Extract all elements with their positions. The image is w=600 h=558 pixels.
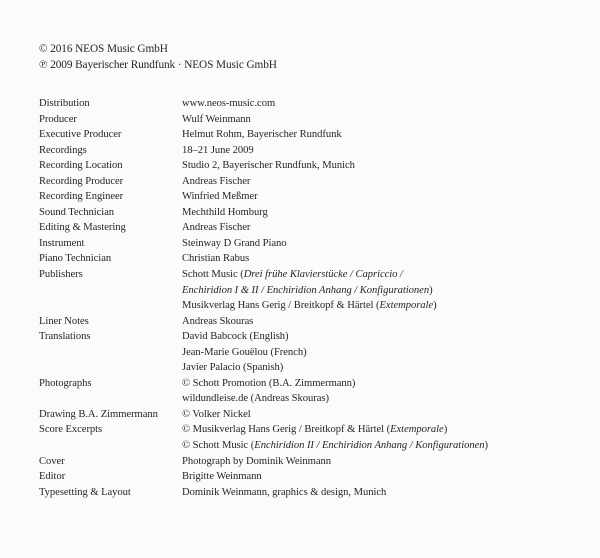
credit-value-text: Schott Music ( <box>182 269 244 281</box>
credit-row <box>39 143 579 159</box>
credit-value-text: © Schott Promotion (B.A. Zimmermann) <box>182 377 356 389</box>
credit-value-text: Andreas Skouras <box>182 315 254 327</box>
credit-value-text: Wulf Weinmann <box>182 113 251 125</box>
credit-value-text: Javier Palacio (Spanish) <box>182 362 284 374</box>
copyright-block <box>39 42 277 73</box>
credit-row <box>39 485 579 501</box>
credit-row <box>39 422 579 453</box>
credit-value-text: Christian Rabus <box>182 253 250 265</box>
credit-values <box>182 205 268 221</box>
credit-value-text: © Musikverlag Hans Gerig / Breitkopf & Härtel ( <box>182 424 391 436</box>
credit-value-line <box>182 454 331 470</box>
credit-value-line <box>182 96 275 112</box>
credit-value-line <box>182 283 437 299</box>
credit-values <box>182 329 307 376</box>
credit-label: Publishers <box>39 269 83 281</box>
credit-value-line <box>182 469 262 485</box>
credit-label: Editing & Mastering <box>39 222 126 234</box>
credit-value-line <box>182 360 307 376</box>
credit-label: Editor <box>39 471 66 483</box>
credit-row <box>39 220 579 236</box>
credit-value-text: Mechthild Homburg <box>182 206 268 218</box>
credit-value-text: ) <box>429 284 433 296</box>
credit-value-line <box>182 251 249 267</box>
credit-label: Distribution <box>39 98 90 109</box>
credit-value-text: © Volker Nickel <box>182 408 251 420</box>
credit-values <box>182 407 251 423</box>
credit-label: Recording Producer <box>39 175 124 187</box>
credit-row <box>39 205 579 221</box>
credit-value-text: Brigitte Weinmann <box>182 471 262 483</box>
credit-row <box>39 127 579 143</box>
credit-label: Drawing B.A. Zimmermann <box>39 408 158 420</box>
credit-value-text: Studio 2, Bayerischer Rundfunk, Munich <box>182 160 355 172</box>
credit-label: Sound Technician <box>39 206 115 218</box>
credit-values <box>182 454 331 470</box>
credit-value-line <box>182 391 355 407</box>
credit-value-text: Andreas Fischer <box>182 175 251 187</box>
credit-label: Instrument <box>39 237 85 249</box>
credit-value-line <box>182 485 386 501</box>
credit-value-line <box>182 236 287 252</box>
credit-row <box>39 96 579 112</box>
credit-value-line <box>182 127 342 143</box>
credit-row <box>39 454 579 470</box>
credit-value-text: Winfried Meßmer <box>182 191 258 203</box>
credit-label: Recording Location <box>39 160 123 172</box>
credit-row <box>39 158 579 174</box>
credit-value-text: Musikverlag Hans Gerig / Breitkopf & Härtel ( <box>182 300 380 312</box>
credit-title-text: Drei frühe Klavierstücke / Capriccio / <box>243 269 403 281</box>
credit-value-text: ) <box>484 440 488 452</box>
credit-value-text: Jean-Marie Gouëlou (French) <box>182 346 307 358</box>
credit-value-line <box>182 422 488 438</box>
credit-label: Piano Technician <box>39 253 112 265</box>
credit-values <box>182 236 287 252</box>
credit-values <box>182 143 254 159</box>
credit-row <box>39 112 579 128</box>
credit-title-text: Enchiridion I & II / Enchiridion Anhang / Konfigurationen <box>182 284 430 296</box>
credit-values <box>182 469 262 485</box>
credit-row <box>39 174 579 190</box>
credit-row <box>39 469 579 485</box>
credit-value-text: wildundleise.de (Andreas Skouras) <box>182 393 329 405</box>
credit-value-line <box>182 407 251 423</box>
credit-label: Translations <box>39 331 91 343</box>
credit-value-text: ) <box>443 424 448 436</box>
credit-row <box>39 267 579 314</box>
credit-label: Recording Engineer <box>39 191 124 203</box>
credit-value-text: Dominik Weinmann, graphics & design, Munich <box>182 486 387 498</box>
credit-label: Recordings <box>39 144 87 156</box>
credit-value-text: Photograph by Dominik Weinmann <box>182 455 331 467</box>
credit-value-line <box>182 174 250 190</box>
credit-values <box>182 422 488 453</box>
credits-list <box>39 96 579 500</box>
credit-value-line <box>182 205 268 221</box>
credit-value-line <box>182 298 437 314</box>
credit-values <box>182 376 355 407</box>
credit-label: Cover <box>39 455 65 467</box>
credit-value-text: Steinway D Grand Piano <box>182 237 287 249</box>
credit-value-text: © Schott Music ( <box>182 440 255 452</box>
credit-values <box>182 96 275 112</box>
credit-label: Liner Notes <box>39 315 89 327</box>
credit-value-text: Helmut Rohm, Bayerischer Rundfunk <box>182 129 342 141</box>
credit-row <box>39 376 579 407</box>
credit-value-line <box>182 329 307 345</box>
credit-value-line <box>182 189 258 205</box>
credit-label: Executive Producer <box>39 129 122 141</box>
credit-value-line <box>182 220 250 236</box>
credit-label: Score Excerpts <box>39 424 103 436</box>
credit-values <box>182 485 386 501</box>
credit-value-line <box>182 158 355 174</box>
credit-value-text: Andreas Fischer <box>182 222 251 234</box>
credit-value-text: 18–21 June 2009 <box>182 144 254 156</box>
credit-values <box>182 112 251 128</box>
credit-label: Typesetting & Layout <box>39 486 131 498</box>
credit-row <box>39 329 579 376</box>
credit-value-text: www.neos-music.com <box>182 98 276 109</box>
credit-row <box>39 236 579 252</box>
credit-values <box>182 189 258 205</box>
credit-row <box>39 407 579 423</box>
credit-value-line <box>182 438 488 454</box>
credit-values <box>182 251 249 267</box>
credit-values <box>182 220 250 236</box>
credit-row <box>39 314 579 330</box>
credit-title-text: Extemporale <box>390 424 444 436</box>
credit-value-line <box>182 376 355 392</box>
credit-values <box>182 174 250 190</box>
credit-values <box>182 158 355 174</box>
credit-row <box>39 251 579 267</box>
credit-values <box>182 314 253 330</box>
credit-values <box>182 127 342 143</box>
credit-value-line <box>182 143 254 159</box>
credit-value-text: ) <box>433 300 437 312</box>
credit-value-line <box>182 345 307 361</box>
credit-value-text: David Babcock (English) <box>182 331 289 343</box>
phonogram-copyright-line: ℗ 2009 Bayerischer Rundfunk · NEOS Music GmbH <box>39 58 277 71</box>
credit-values <box>182 267 437 314</box>
credit-value-line <box>182 112 251 128</box>
credit-value-line <box>182 314 253 330</box>
credit-row <box>39 189 579 205</box>
copyright-line: © 2016 NEOS Music GmbH <box>39 43 168 55</box>
credit-label: Producer <box>39 113 77 125</box>
credit-label: Photographs <box>39 377 92 389</box>
credit-title-text: Enchiridion II / Enchiridion Anhang / Konfigurationen <box>254 440 485 452</box>
credit-title-text: Extemporale <box>379 300 434 312</box>
credit-value-line <box>182 267 437 283</box>
